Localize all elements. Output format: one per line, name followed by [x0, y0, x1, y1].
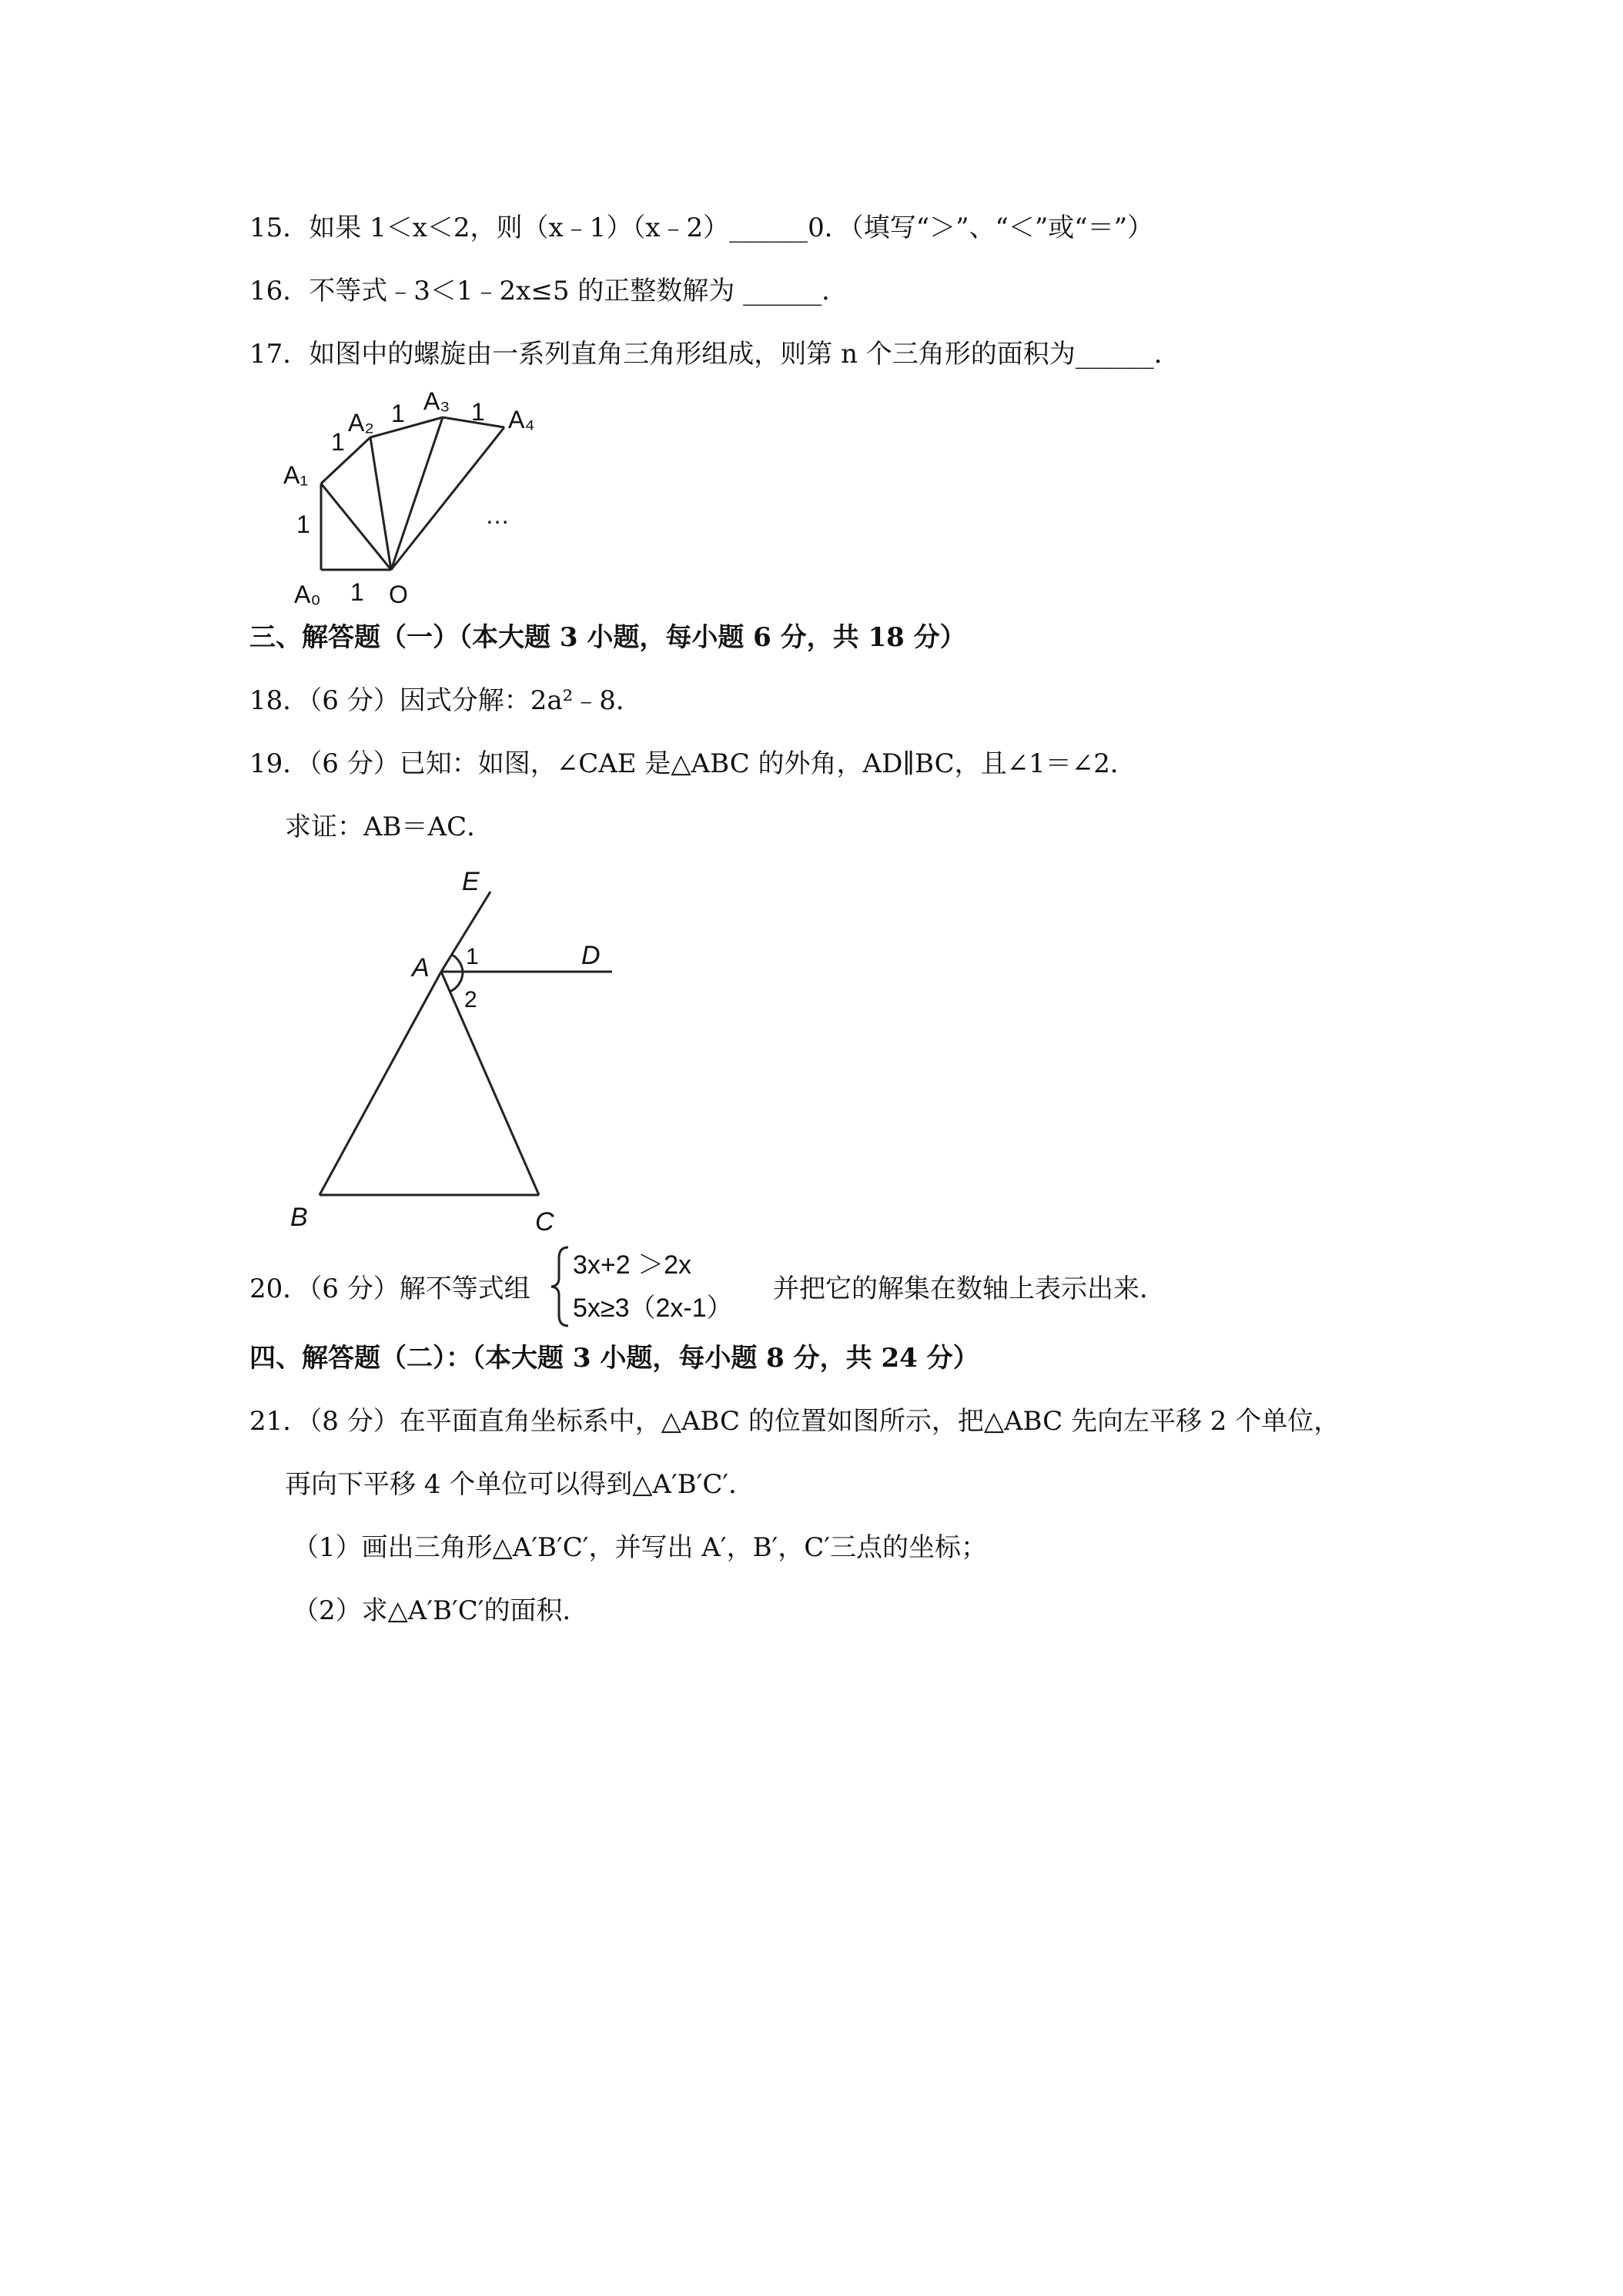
question-18: 18．（6 分）因式分解：2a²﹣8． [249, 685, 642, 716]
question-21-part-1: （1）画出三角形△A′B′C′，并写出 A′，B′，C′三点的坐标； [293, 1532, 988, 1563]
system-eq-2: 5x≥3（2x-1） [573, 1294, 733, 1323]
triangle-figure [281, 862, 620, 1232]
question-17: 17．如图中的螺旋由一系列直角三角形组成，则第 n 个三角形的面积为______． [249, 339, 1180, 370]
label-a2: A₂ [348, 409, 374, 437]
question-19: 19．（6 分）已知：如图，∠CAE 是△ABC 的外角，AD∥BC，且∠1＝∠2． [249, 748, 1136, 779]
question-15: 15．如果 1＜x＜2，则（x﹣1）（x﹣2）______0．（填写“＞”、“＜”或“＝”） [249, 213, 1154, 243]
question-20-tail: 并把它的解集在数轴上表示出来． [773, 1274, 1166, 1304]
label-o: O [389, 581, 408, 608]
question-21-part-2: （2）求△A′B′C′的面积． [293, 1595, 589, 1626]
question-21: 21．（8 分）在平面直角坐标系中，△ABC 的位置如图所示，把△ABC 先向左平移 2 个单位， [249, 1406, 1340, 1437]
question-19-prove: 求证：AB＝AC． [285, 812, 494, 842]
label-angle-1: 1 [466, 944, 479, 969]
label-dots: … [485, 501, 510, 529]
label-b: B [290, 1203, 308, 1232]
label-a0: A₀ [294, 581, 321, 608]
label-side-1: 1 [350, 578, 364, 606]
label-angle-2: 2 [464, 987, 477, 1012]
system-eq-1: 3x+2 ＞2x [573, 1250, 692, 1280]
label-a3: A₃ [423, 387, 450, 415]
label-a4: A₄ [508, 406, 535, 433]
label-side-5: 1 [471, 398, 485, 426]
label-e: E [462, 867, 480, 896]
label-a: A [412, 953, 430, 982]
label-a1: A₁ [283, 461, 309, 489]
system-brace [548, 1244, 571, 1329]
question-16: 16．不等式﹣3＜1﹣2x≤5 的正整数解为 ______． [249, 276, 848, 306]
question-20: 20．（6 分）解不等式组 [249, 1274, 530, 1304]
label-side-2: 1 [296, 510, 310, 538]
label-side-4: 1 [391, 400, 405, 427]
label-d: D [581, 941, 601, 970]
section-3-heading: 三、解答题（一）（本大题 3 小题，每小题 6 分，共 18 分） [249, 622, 966, 653]
label-side-3: 1 [331, 428, 345, 456]
spiral-figure [277, 385, 547, 608]
section-4-heading: 四、解答题（二）：（本大题 3 小题，每小题 8 分，共 24 分） [249, 1343, 979, 1374]
label-c: C [535, 1207, 554, 1232]
question-21-line-2: 再向下平移 4 个单位可以得到△A′B′C′． [285, 1469, 755, 1500]
